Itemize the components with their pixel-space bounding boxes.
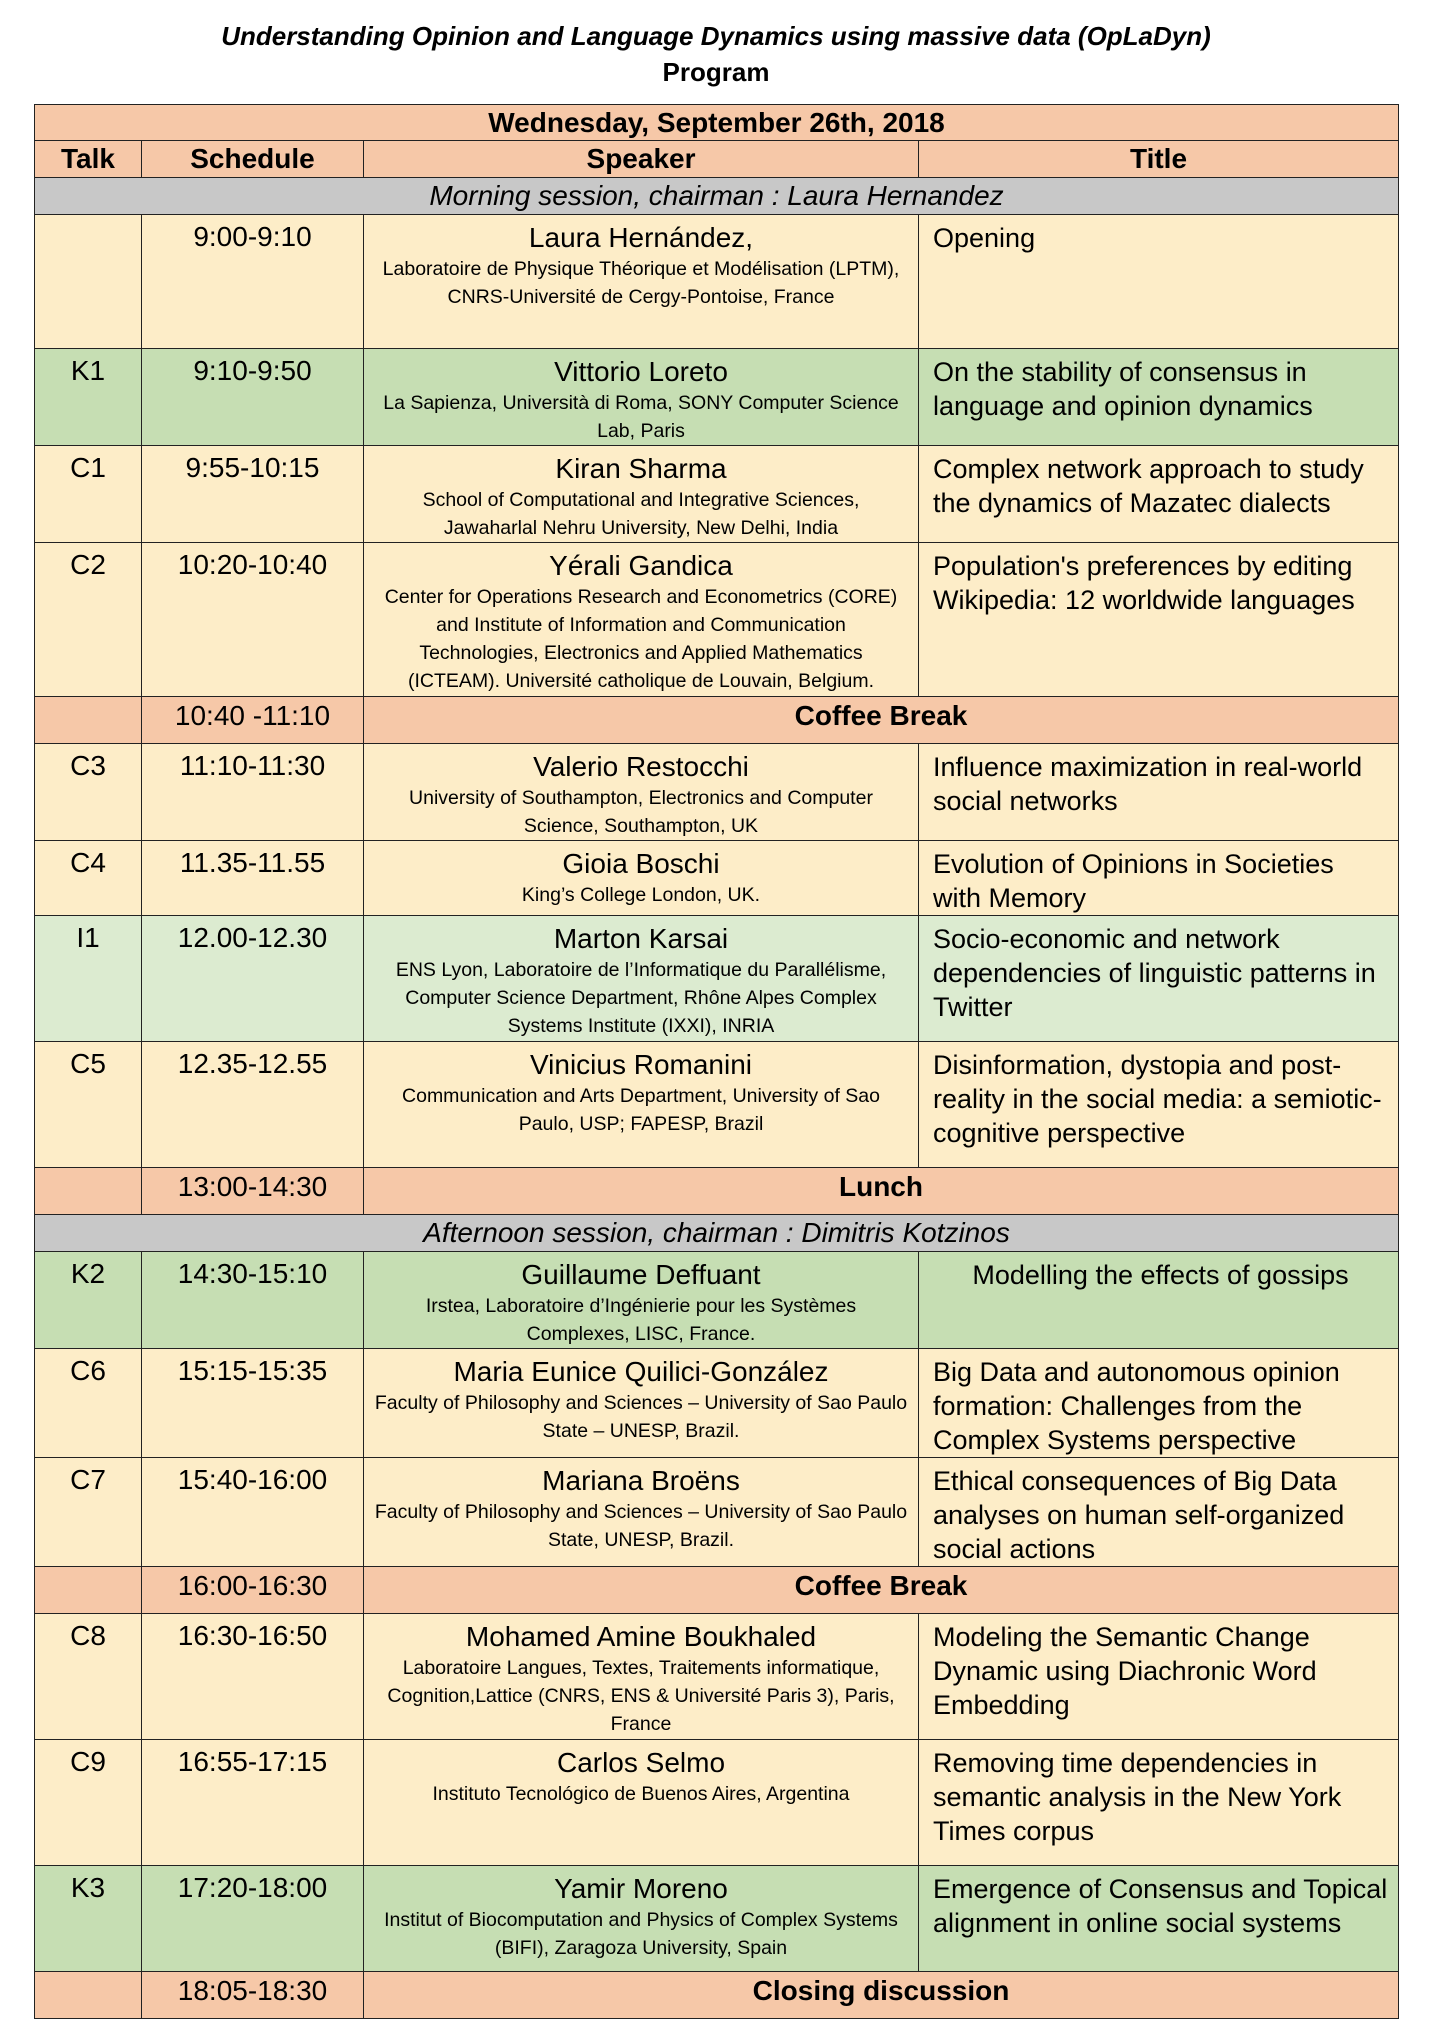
talk-id: K1 <box>35 349 142 446</box>
program-table <box>34 104 1399 2019</box>
talk-title: On the stability of consensus in language and opinion dynamics <box>919 349 1399 446</box>
speaker-cell <box>364 1349 919 1458</box>
speaker-cell <box>364 543 919 697</box>
talk-row <box>35 1866 1399 1972</box>
break-label: Coffee Break <box>364 1567 1399 1614</box>
session-row-morning <box>35 178 1399 215</box>
day-heading: Wednesday, September 26th, 2018 <box>35 105 1399 141</box>
talk-row <box>35 543 1399 697</box>
talk-row <box>35 1614 1399 1740</box>
talk-schedule: 17:20-18:00 <box>142 1866 364 1972</box>
talk-title: Removing time dependencies in semantic analysis in the New York Times corpus <box>919 1740 1399 1866</box>
session-heading: Morning session, chairman : Laura Hernandez <box>35 178 1399 215</box>
talk-title: Influence maximization in real-world social networks <box>919 744 1399 841</box>
talk-schedule: 14:30-15:10 <box>142 1252 364 1349</box>
program-table-body <box>35 105 1399 2019</box>
day-row <box>35 105 1399 141</box>
speaker-affiliation: Laboratoire de Physique Théorique et Modélisation (LPTM), CNRS-Université de Cergy-Pontoise, France <box>382 258 900 308</box>
break-schedule: 16:00-16:30 <box>142 1567 364 1614</box>
talk-schedule: 11.35-11.55 <box>142 841 364 916</box>
break-talk-cell <box>35 1168 142 1215</box>
talk-row <box>35 1458 1399 1567</box>
talk-row <box>35 1349 1399 1458</box>
speaker-name: Maria Eunice Quilici-González <box>453 1356 829 1387</box>
speaker-affiliation: La Sapienza, Università di Roma, SONY Computer Science Lab, Paris <box>383 392 899 442</box>
speaker-cell <box>364 916 919 1042</box>
talk-title: Modeling the Semantic Change Dynamic using Diachronic Word Embedding <box>919 1614 1399 1740</box>
talk-schedule: 12.35-12.55 <box>142 1042 364 1168</box>
talk-title: Evolution of Opinions in Societies with Memory <box>919 841 1399 916</box>
talk-title: Modelling the effects of gossips <box>919 1252 1399 1349</box>
break-schedule: 10:40 -11:10 <box>142 697 364 744</box>
talk-title: Ethical consequences of Big Data analyses on human self-organized social actions <box>919 1458 1399 1567</box>
column-header-row <box>35 141 1399 178</box>
speaker-affiliation: Institut of Biocomputation and Physics of Complex Systems (BIFI), Zaragoza University, Spain <box>384 1909 898 1959</box>
talk-schedule: 9:10-9:50 <box>142 349 364 446</box>
break-talk-cell <box>35 697 142 744</box>
break-row <box>35 1567 1399 1614</box>
speaker-affiliation: Laboratoire Langues, Textes, Traitements informatique, Cognition,Lattice (CNRS, ENS & Université Paris 3), Paris, France <box>387 1657 895 1735</box>
speaker-name: Carlos Selmo <box>556 1747 726 1778</box>
speaker-cell <box>364 215 919 349</box>
talk-title: Opening <box>919 215 1399 349</box>
speaker-cell <box>364 1042 919 1168</box>
speaker-name: Laura Hernández, <box>528 222 754 253</box>
talk-title: Big Data and autonomous opinion formation: Challenges from the Complex Systems perspective <box>919 1349 1399 1458</box>
talk-id: C3 <box>35 744 142 841</box>
talk-id: I1 <box>35 916 142 1042</box>
speaker-name: Yamir Moreno <box>554 1873 728 1904</box>
talk-row <box>35 916 1399 1042</box>
column-header-schedule: Schedule <box>142 141 364 178</box>
speaker-cell <box>364 744 919 841</box>
speaker-cell <box>364 1458 919 1567</box>
speaker-name: Mariana Broëns <box>542 1465 740 1496</box>
talk-row <box>35 349 1399 446</box>
talk-id: C2 <box>35 543 142 697</box>
speaker-name: Mohamed Amine Boukhaled <box>465 1621 817 1652</box>
talk-id: C5 <box>35 1042 142 1168</box>
talk-title: Population's preferences by editing Wikipedia: 12 worldwide languages <box>919 543 1399 697</box>
talk-id <box>35 215 142 349</box>
talk-row <box>35 1740 1399 1866</box>
speaker-name: Gioia Boschi <box>562 848 720 879</box>
speaker-affiliation: Irstea, Laboratoire d’Ingénierie pour les Systèmes Complexes, LISC, France. <box>425 1295 857 1345</box>
talk-id: C7 <box>35 1458 142 1567</box>
speaker-affiliation: University of Southampton, Electronics and Computer Science, Southampton, UK <box>409 787 873 837</box>
speaker-cell <box>364 1252 919 1349</box>
speaker-affiliation: Faculty of Philosophy and Sciences – University of Sao Paulo State, UNESP, Brazil. <box>374 1501 908 1551</box>
speaker-affiliation: King’s College London, UK. <box>521 884 761 906</box>
break-label: Closing discussion <box>364 1972 1399 2019</box>
speaker-cell <box>364 349 919 446</box>
speaker-affiliation: Instituto Tecnológico de Buenos Aires, Argentina <box>432 1783 850 1805</box>
talk-id: C1 <box>35 446 142 543</box>
speaker-affiliation: Communication and Arts Department, University of Sao Paulo, USP; FAPESP, Brazil <box>402 1085 880 1135</box>
speaker-name: Vittorio Loreto <box>554 356 728 387</box>
break-talk-cell <box>35 1972 142 2019</box>
speaker-cell <box>364 1740 919 1866</box>
session-heading: Afternoon session, chairman : Dimitris Kotzinos <box>35 1215 1399 1252</box>
talk-schedule: 11:10-11:30 <box>142 744 364 841</box>
column-header-talk: Talk <box>35 141 142 178</box>
speaker-name: Guillaume Deffuant <box>521 1259 761 1290</box>
talk-title: Disinformation, dystopia and post-reality in the social media: a semiotic-cognitive perspective <box>919 1042 1399 1168</box>
talk-id: C9 <box>35 1740 142 1866</box>
break-row <box>35 1972 1399 2019</box>
talk-title: Emergence of Consensus and Topical alignment in online social systems <box>919 1866 1399 1972</box>
talk-row <box>35 1042 1399 1168</box>
talk-schedule: 9:55-10:15 <box>142 446 364 543</box>
column-header-title: Title <box>919 141 1399 178</box>
talk-row <box>35 446 1399 543</box>
break-schedule: 13:00-14:30 <box>142 1168 364 1215</box>
document-title: Understanding Opinion and Language Dynamics using massive data (OpLaDyn) <box>221 21 1211 51</box>
talk-id: C8 <box>35 1614 142 1740</box>
talk-schedule: 15:15-15:35 <box>142 1349 364 1458</box>
speaker-name: Vinicius Romanini <box>529 1049 753 1080</box>
speaker-affiliation: Faculty of Philosophy and Sciences – University of Sao Paulo State – UNESP, Brazil. <box>374 1392 908 1442</box>
talk-id: C6 <box>35 1349 142 1458</box>
talk-schedule: 15:40-16:00 <box>142 1458 364 1567</box>
speaker-name: Marton Karsai <box>553 923 729 954</box>
talk-row <box>35 744 1399 841</box>
speaker-affiliation: Center for Operations Research and Econometrics (CORE) and Institute of Information and Communication Technologies, Electronics and Applied Mathematics (ICTEAM). Université catholique de Louvain, Belgium. <box>384 586 898 692</box>
speaker-name: Yérali Gandica <box>549 550 733 581</box>
talk-title: Complex network approach to study the dynamics of Mazatec dialects <box>919 446 1399 543</box>
talk-row <box>35 1252 1399 1349</box>
talk-id: K2 <box>35 1252 142 1349</box>
talk-title: Socio-economic and network dependencies of linguistic patterns in Twitter <box>919 916 1399 1042</box>
break-label: Lunch <box>364 1168 1399 1215</box>
talk-schedule: 10:20-10:40 <box>142 543 364 697</box>
column-header-speaker: Speaker <box>364 141 919 178</box>
break-talk-cell <box>35 1567 142 1614</box>
talk-id: C4 <box>35 841 142 916</box>
talk-row <box>35 215 1399 349</box>
speaker-cell <box>364 446 919 543</box>
talk-schedule: 16:30-16:50 <box>142 1614 364 1740</box>
speaker-affiliation: ENS Lyon, Laboratoire de l’Informatique du Parallélisme, Computer Science Department, Rhône Alpes Complex Systems Institute (IXXI), INRIA <box>395 959 887 1037</box>
talk-id: K3 <box>35 1866 142 1972</box>
speaker-name: Kiran Sharma <box>555 453 727 484</box>
talk-schedule: 12.00-12.30 <box>142 916 364 1042</box>
speaker-cell <box>364 1614 919 1740</box>
talk-schedule: 9:00-9:10 <box>142 215 364 349</box>
break-schedule: 18:05-18:30 <box>142 1972 364 2019</box>
speaker-cell <box>364 841 919 916</box>
speaker-name: Valerio Restocchi <box>533 751 749 782</box>
break-row <box>35 1168 1399 1215</box>
break-row <box>35 697 1399 744</box>
speaker-cell <box>364 1866 919 1972</box>
session-row-afternoon <box>35 1215 1399 1252</box>
talk-row <box>35 841 1399 916</box>
break-label: Coffee Break <box>364 697 1399 744</box>
talk-schedule: 16:55-17:15 <box>142 1740 364 1866</box>
document-subtitle: Program <box>662 57 770 87</box>
speaker-affiliation: School of Computational and Integrative Sciences, Jawaharlal Nehru University, New Delhi, India <box>422 489 860 539</box>
